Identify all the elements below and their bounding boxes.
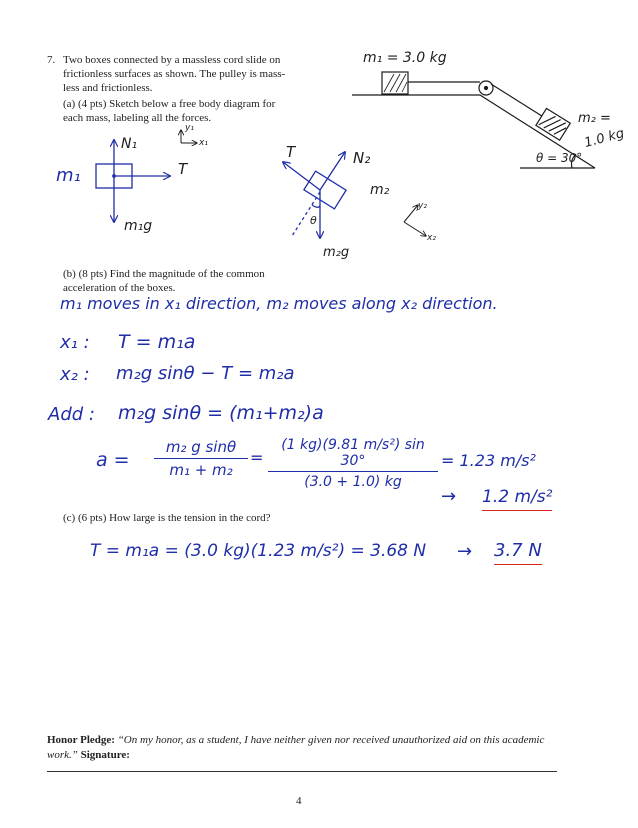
axes2-y-label: y₂ [418, 201, 427, 211]
angle-label: θ = 30° [536, 151, 583, 165]
part-a-line: (a) (4 pts) Sketch below a free body diagram for [63, 98, 276, 110]
problem-number: 7. [47, 54, 56, 66]
fbd1-normal-label: N₁ [121, 136, 138, 152]
axes2-x-label: x₂ [427, 233, 436, 243]
part-b-prompt [63, 267, 323, 295]
axes1-y-label: y₁ [185, 123, 194, 133]
part-b-line: acceleration of the boxes. [63, 282, 176, 294]
tension-equation: T = m₁a = (3.0 kg)(1.23 m/s²) = 3.68 N [90, 541, 427, 561]
fbd1-tension-label: T [178, 160, 188, 178]
fbd1-mass-label: m₁ [56, 165, 81, 186]
page-number: 4 [296, 795, 302, 807]
fbd1-weight-label: m₁g [124, 218, 153, 234]
a-arrow: → [441, 486, 457, 507]
x2-label: x₂ : [60, 364, 90, 385]
signature-line[interactable] [47, 771, 557, 772]
a-label: a = [96, 449, 130, 471]
statement-line: less and frictionless. [63, 82, 153, 94]
a-final-answer: 1.2 m/s² [482, 487, 552, 511]
m1-mass-label: m₁ = 3.0 kg [363, 50, 447, 66]
axes1-x-label: x₁ [199, 138, 208, 148]
m2-mass-label-bottom: 1.0 kg [582, 126, 626, 151]
add-equation: m₂g sinθ = (m₁+m₂)a [118, 402, 324, 424]
fbd2-mass-label: m₂ [370, 182, 390, 198]
substitution-denominator: (3.0 + 1.0) kg [304, 474, 402, 490]
solution-b-line1: m₁ moves in x₁ direction, m₂ moves along x₂ direction. [60, 294, 498, 313]
add-label: Add : [48, 404, 95, 425]
eq-sign: = [250, 448, 264, 467]
fbd2-theta-label: θ [310, 214, 317, 227]
substitution-fraction [268, 437, 438, 490]
substitution-numerator: (1 kg)(9.81 m/s²) sin 30° [268, 437, 438, 472]
statement-line: Two boxes connected by a massless cord slide on [63, 54, 281, 66]
fbd2-normal-label: N₂ [353, 149, 371, 167]
fbd2-weight-label: m₂g [323, 245, 350, 260]
part-c-prompt: (c) (6 pts) How large is the tension in the cord? [63, 512, 271, 524]
m2-mass-label-top: m₂ = [578, 111, 611, 126]
x2-equation: m₂g sinθ − T = m₂a [116, 363, 295, 384]
honor-pledge [47, 733, 559, 763]
a-result: = 1.23 m/s² [441, 451, 536, 470]
x1-label: x₁ : [60, 332, 90, 353]
tension-final-answer: 3.7 N [494, 540, 542, 565]
a-fraction [154, 438, 248, 479]
a-denominator: m₁ + m₂ [169, 461, 233, 479]
statement-line: frictionless surfaces as shown. The pulley is mass- [63, 68, 286, 80]
part-b-line: (b) (8 pts) Find the magnitude of the common [63, 268, 265, 280]
honor-pledge-label: Honor Pledge: [47, 734, 115, 746]
tension-arrow: → [457, 541, 473, 562]
signature-label: Signature: [80, 749, 130, 761]
a-numerator: m₂ g sinθ [154, 438, 248, 459]
honor-pledge-text: “On my honor, as a student, I have neither given nor received unauthorized aid on this academic work.” [47, 734, 545, 761]
x1-equation: T = m₁a [118, 331, 196, 353]
part-a-line: each mass, labeling all the forces. [63, 112, 212, 124]
fbd2-tension-label: T [286, 143, 296, 161]
